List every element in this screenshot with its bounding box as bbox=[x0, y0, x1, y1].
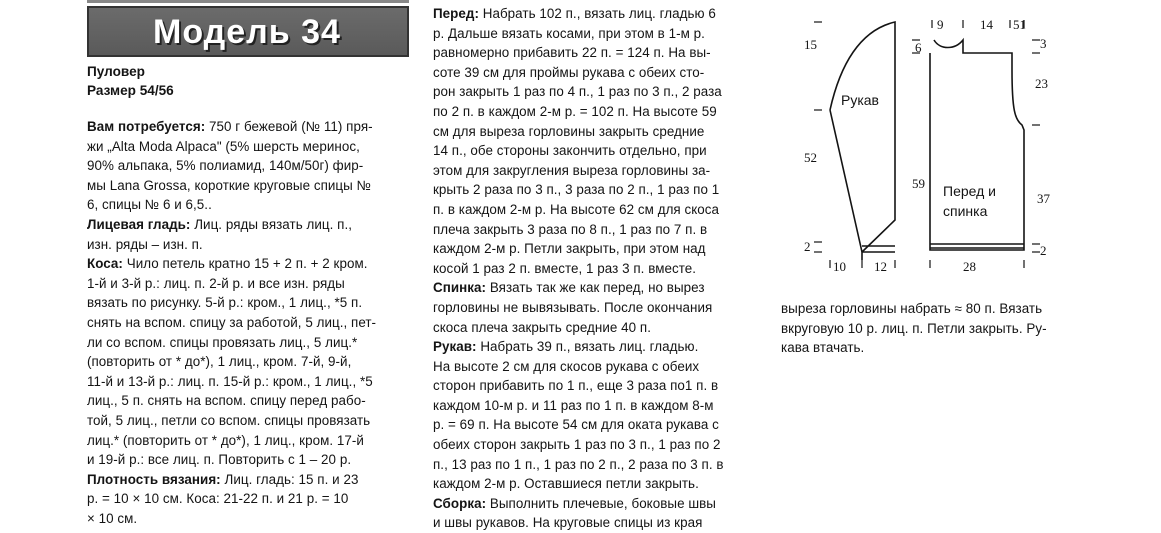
text-line: р. = 69 п. На высоте 54 см для оката рукава с bbox=[433, 417, 719, 433]
text-line: жи „Alta Moda Alpaca" (5% шерсть меринос, bbox=[87, 138, 360, 154]
dim-rib: 2 bbox=[1040, 243, 1047, 258]
text-line: выреза горловины набрать ≈ 80 п. Вязать bbox=[781, 301, 1043, 316]
text-line: соте 39 см для проймы рукава с обеих сто- bbox=[433, 64, 705, 80]
text-line: плеча закрыть 3 раза по 8 п., 1 раз по 7 п. в bbox=[433, 221, 708, 237]
text-line: Лиц. ряды вязать лиц. п., bbox=[194, 216, 352, 232]
gauge-label: Плотность вязания: bbox=[87, 471, 221, 487]
back-paragraph bbox=[433, 278, 768, 337]
text-line: изн. ряды – изн. п. bbox=[87, 236, 203, 252]
dim-sleeve-length: 52 bbox=[804, 150, 817, 165]
dim-total-height: 59 bbox=[912, 176, 925, 191]
left-column bbox=[87, 117, 417, 528]
pattern-schematic bbox=[800, 10, 1070, 280]
stockinette-label: Лицевая гладь: bbox=[87, 216, 191, 232]
model-title: Модель 34 bbox=[153, 13, 341, 51]
text-line: (повторить от * до*), 1 лиц., кром. 7-й, 9-й, bbox=[87, 354, 352, 370]
text-line: р. Дальше вязать косами, при этом в 1-м р. bbox=[433, 25, 705, 41]
text-line: той, 5 лиц., петли со вспом. спицы провязать bbox=[87, 412, 371, 428]
text-line: лиц., 5 п. снять на вспом. спицу перед рабо- bbox=[87, 393, 366, 409]
dim-sleeve-bottom-a: 10 bbox=[833, 259, 846, 274]
text-line: каждом 2-м р. Оставшиеся петли закрыть. bbox=[433, 476, 699, 492]
text-line: п. в каждом 2-м р. На высоте 62 см для скоса bbox=[433, 201, 720, 217]
right-column bbox=[781, 299, 1156, 358]
text-line: снять на вспом. спицу за работой, 5 лиц., пет- bbox=[87, 314, 377, 330]
front-paragraph bbox=[433, 4, 768, 278]
body-label-line2: спинка bbox=[943, 203, 988, 219]
text-line: 6, спицы № 6 и 6,5.. bbox=[87, 197, 212, 213]
text-line: лиц.* (повторить от * до*), 1 лиц., кром. 17-й bbox=[87, 432, 364, 448]
text-line: Чило петель кратно 15 + 2 п. + 2 кром. bbox=[126, 256, 368, 272]
garment-type: Пуловер bbox=[87, 64, 145, 79]
dim-top-c: 51 bbox=[1013, 17, 1026, 32]
text-line: этом для закругления выреза горловины за- bbox=[433, 162, 711, 178]
size-label: Размер 54/56 bbox=[87, 83, 174, 98]
text-line: сторон прибавить по 1 п., еще 3 раза по1 п. в bbox=[433, 378, 719, 394]
text-line: косой 1 раз 2 п. вместе, 1 раз 3 п. вместе. bbox=[433, 260, 697, 276]
dim-top-b: 14 bbox=[980, 17, 993, 32]
text-line: ли со вспом. спицы провязать лиц., 5 лиц.* bbox=[87, 334, 358, 350]
text-line: п., 13 раз по 1 п., 1 раз по 2 п., 2 раза по 3 п. в bbox=[433, 456, 724, 472]
text-line: вкруговую 10 р. лиц. п. Петли закрыть. Ру- bbox=[781, 320, 1047, 336]
text-line: Набрать 39 п., вязать лиц. гладью. bbox=[480, 339, 699, 355]
text-line: рон закрыть 1 раз по 4 п., 1 раз по 3 п., 2 раза bbox=[433, 84, 722, 100]
text-line: 11-й и 13-й р.: лиц. п. 15-й р.: кром., 1 лиц., *5 bbox=[87, 373, 373, 389]
text-line: 750 г бежевой (№ 11) пря- bbox=[209, 119, 373, 134]
materials-label: Вам потребуется: bbox=[87, 119, 206, 134]
text-line: по 2 п. в каждом 2-м р. = 102 п. На высоте 59 bbox=[433, 103, 717, 119]
middle-column bbox=[433, 4, 768, 533]
materials-paragraph bbox=[87, 117, 417, 215]
dim-sleeve-bottom-b: 12 bbox=[874, 259, 887, 274]
text-line: крыть 2 раза по 3 п., 3 раза по 2 п., 1 раз по 1 bbox=[433, 182, 720, 198]
dim-armhole: 23 bbox=[1035, 76, 1048, 91]
text-line: см для выреза горловины закрыть средние bbox=[433, 123, 705, 139]
text-line: Лиц. гладь: 15 п. и 23 bbox=[224, 471, 359, 487]
sleeve-paragraph bbox=[433, 337, 768, 494]
stockinette-paragraph bbox=[87, 215, 417, 254]
text-line: Выполнить плечевые, боковые швы bbox=[489, 495, 716, 511]
gauge-paragraph bbox=[87, 470, 417, 529]
sleeve-outline bbox=[830, 22, 895, 260]
dim-top-a: 9 bbox=[937, 17, 944, 32]
dim-sleeve-cuff: 2 bbox=[804, 239, 811, 254]
text-line: × 10 см. bbox=[87, 510, 138, 526]
title-top-line bbox=[87, 0, 409, 3]
text-line: р. = 10 × 10 см. Коса: 21-22 п. и 21 р. = 10 bbox=[87, 491, 349, 507]
sleeve-label: Рукав bbox=[841, 92, 879, 108]
front-label: Перед: bbox=[433, 6, 479, 21]
text-line: кава втачать. bbox=[781, 340, 865, 356]
text-line: 1-й и 3-й р.: лиц. п. 2-й р. и все изн. ряды bbox=[87, 275, 345, 291]
dim-shoulder: 3 bbox=[1040, 36, 1047, 51]
text-line: 90% альпака, 5% полиамид, 140м/50г) фир- bbox=[87, 158, 364, 174]
assembly-paragraph bbox=[433, 494, 768, 533]
cable-label: Коса: bbox=[87, 256, 123, 272]
text-line: каждом 2-м р. Петли закрыть, при этом над bbox=[433, 241, 706, 257]
text-line: мы Lana Grossa, короткие круговые спицы № bbox=[87, 177, 372, 193]
cable-paragraph bbox=[87, 254, 417, 470]
dim-half-width: 28 bbox=[963, 259, 976, 274]
text-line: обеих сторон закрыть 1 раз по 3 п., 1 раз по 2 bbox=[433, 437, 721, 453]
text-line: вязать по рисунку. 5-й р.: кром., 1 лиц., *5 п. bbox=[87, 295, 363, 311]
body-label-line1: Перед и bbox=[943, 183, 996, 199]
sleeve-underarm-line bbox=[830, 110, 862, 252]
text-line: каждом 10-м р. и 11 раз по 1 п. в каждом 8-м bbox=[433, 397, 714, 413]
text-line: 14 п., обе стороны закончить отдельно, при bbox=[433, 143, 707, 159]
text-line: скоса плеча закрыть средние 40 п. bbox=[433, 319, 651, 335]
finishing-paragraph bbox=[781, 299, 1156, 358]
text-line: На высоте 2 см для скосов рукава с обеих bbox=[433, 358, 700, 374]
text-line: горловины не вывязывать. После окончания bbox=[433, 299, 713, 315]
text-line: Набрать 102 п., вязать лиц. гладью 6 bbox=[482, 6, 716, 21]
sleeve-label: Рукав: bbox=[433, 339, 477, 355]
dim-sleeve-cap: 15 bbox=[804, 37, 817, 52]
text-line: и швы рукавов. На круговые спицы из края bbox=[433, 515, 703, 531]
assembly-label: Сборка: bbox=[433, 495, 487, 511]
text-line: и 19-й р.: все лиц. п. Повторить с 1 – 20 р. bbox=[87, 452, 352, 468]
dim-side: 37 bbox=[1037, 191, 1050, 206]
back-label: Спинка: bbox=[433, 280, 487, 296]
model-title-bar bbox=[87, 6, 409, 57]
text-line: Вязать так же как перед, но вырез bbox=[489, 280, 705, 296]
dim-neck-depth: 6 bbox=[915, 40, 922, 55]
text-line: равномерно прибавить 22 п. = 124 п. На вы- bbox=[433, 45, 711, 61]
